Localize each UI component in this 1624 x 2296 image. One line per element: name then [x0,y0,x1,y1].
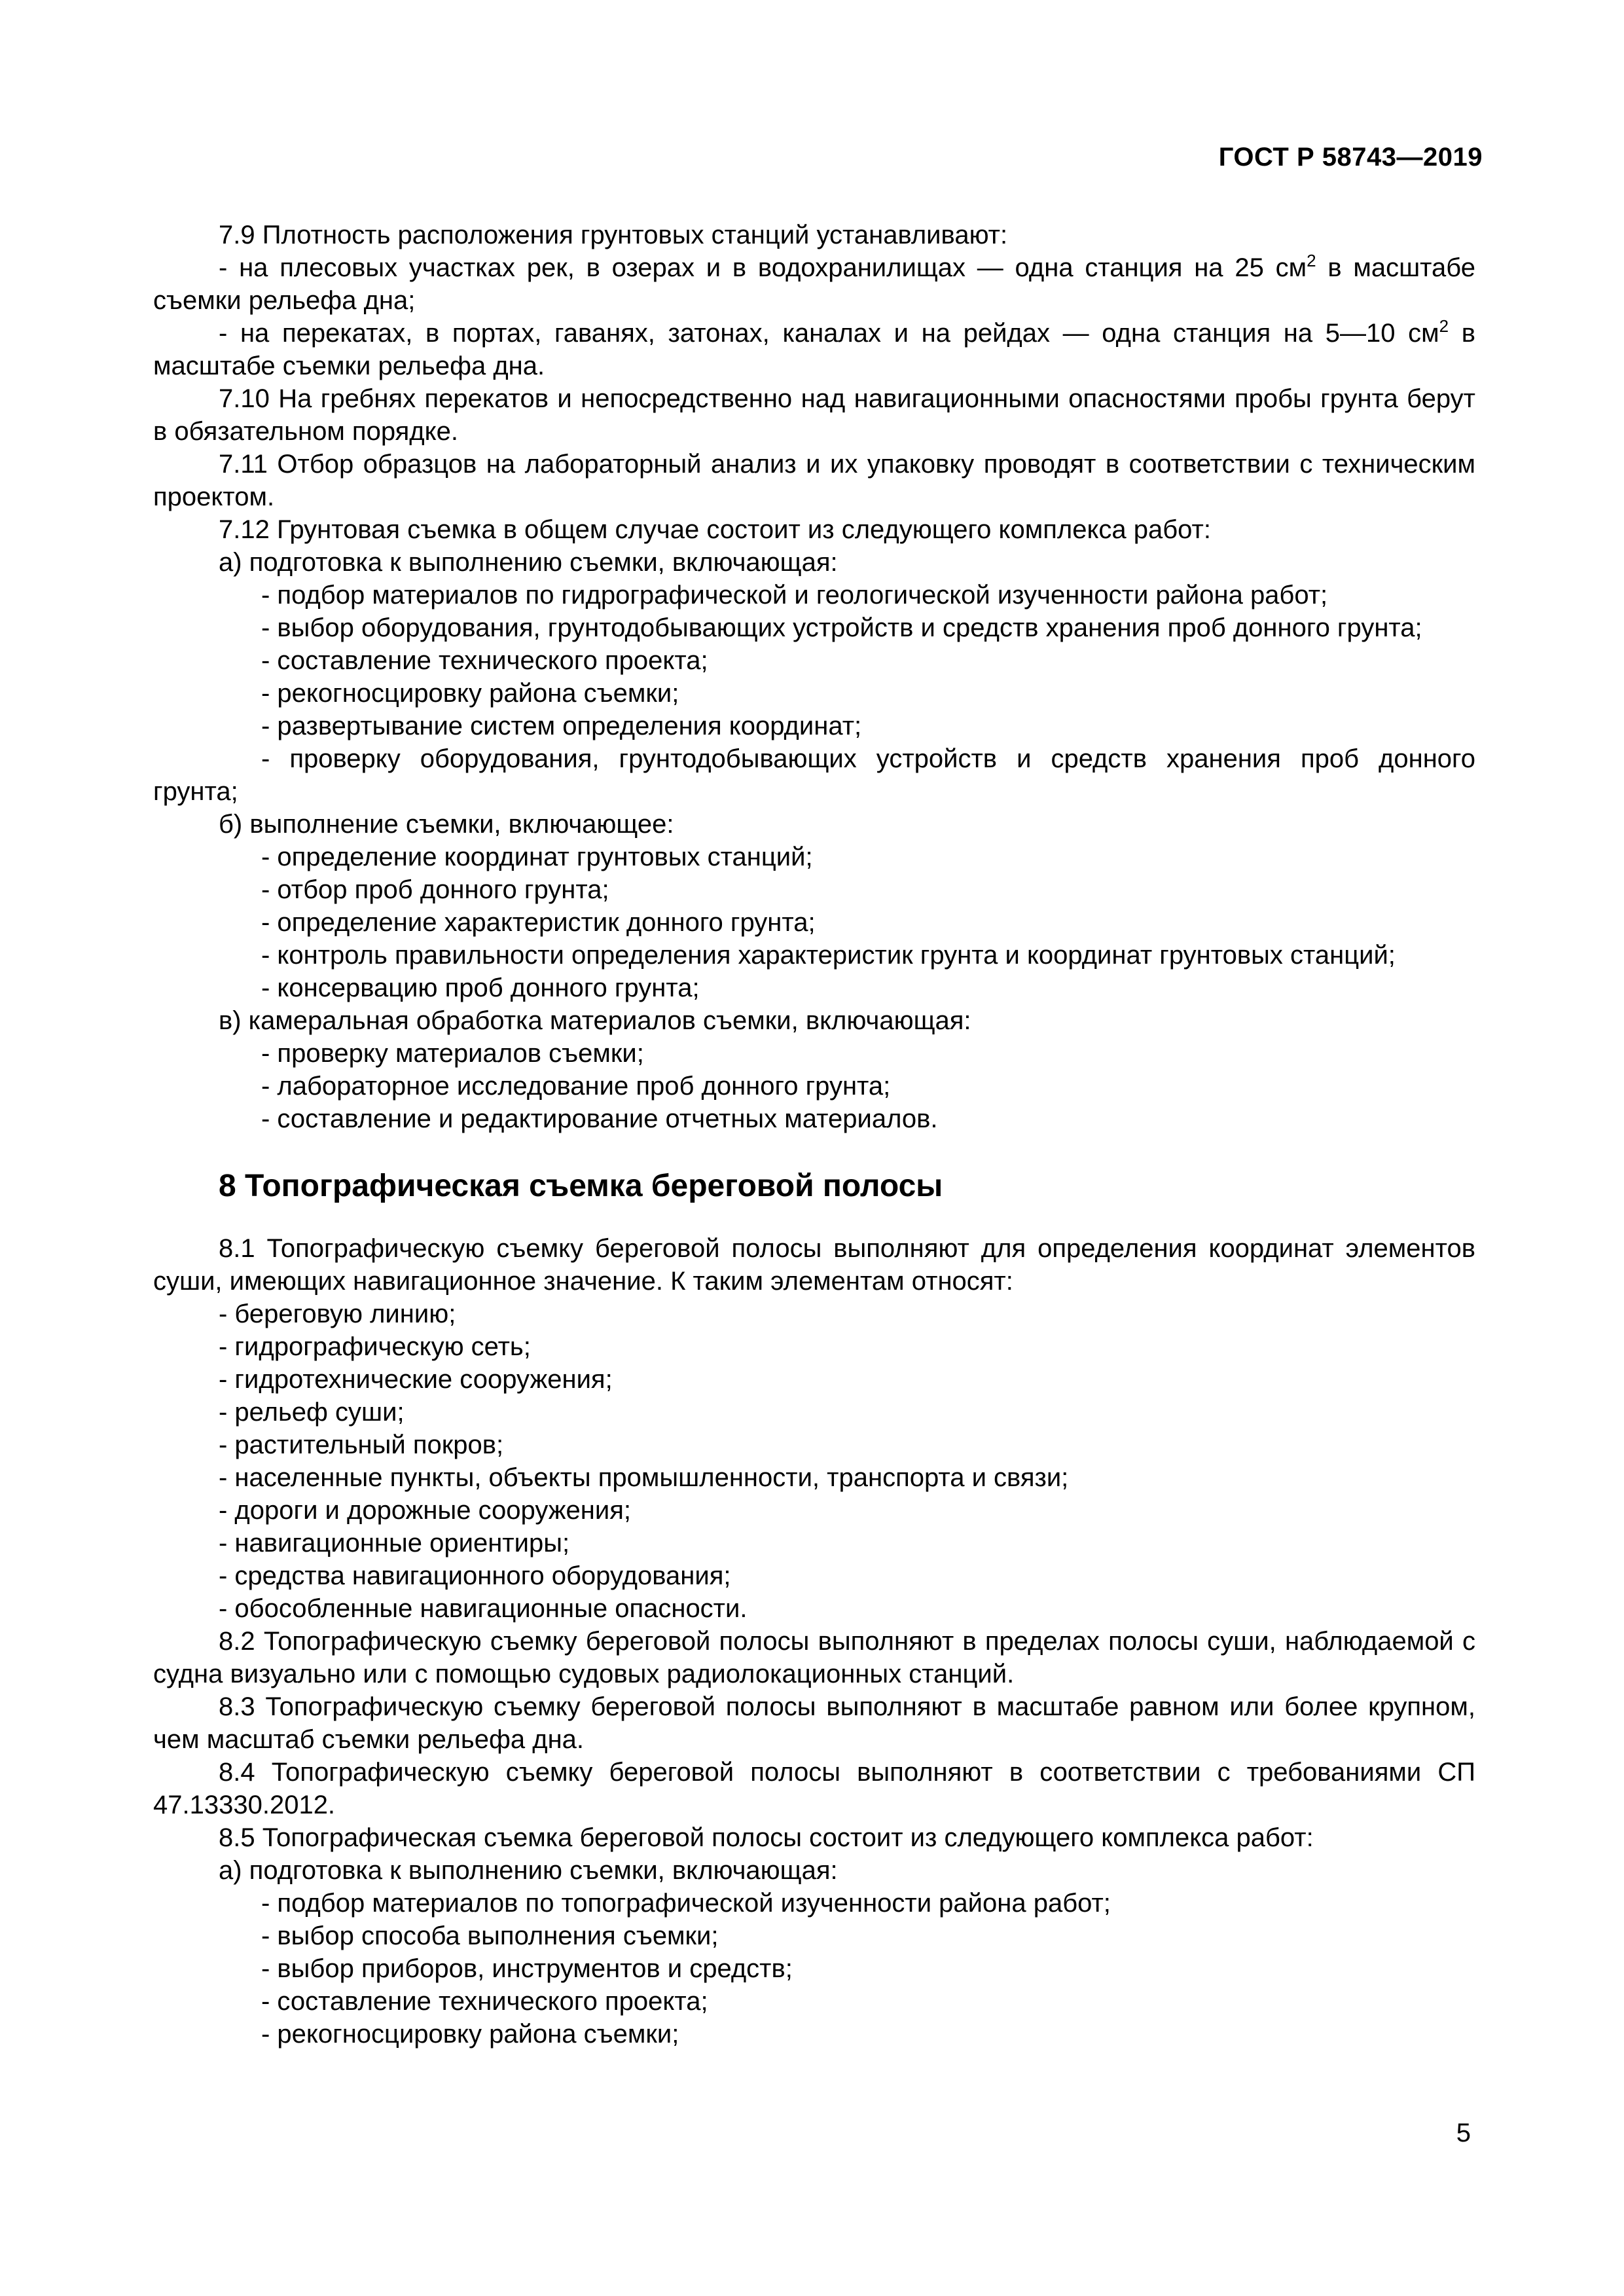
list-item-wrap: грунта; [153,777,238,806]
clause-7-10: 7.10 На гребнях перекатов и непосредственно над навигационными опасностями пробы грунта берут в обязательном порядке. [153,384,1475,446]
list-item: - рекогносцировку района съемки; [261,2020,679,2049]
bullet-text-end: в масштабе съемки рельефа дна. [153,319,1475,380]
list-item: - проверку оборудования, грунтодобывающих устройств и средств хранения проб донного [261,744,1475,773]
list-item: - отбор проб донного грунта; [261,875,609,904]
list-item: - контроль правильности определения характеристик грунта и координат грунтовых станций; [261,941,1396,970]
clause-8-5: 8.5 Топографическая съемка береговой полосы состоит из следующего комплекса работ: [219,1823,1314,1852]
list-label-c: в) камеральная обработка материалов съемки, включающая: [219,1006,971,1035]
list-item: - средства навигационного оборудования; [219,1561,731,1590]
list-item: - подбор материалов по гидрографической и геологической изученности района работ; [261,581,1328,610]
list-item: - консервацию проб донного грунта; [261,974,700,1002]
clause-7-11: 7.11 Отбор образцов на лабораторный анализ и их упаковку проводят в соответствии с техническим проектом. [153,450,1475,511]
list-item: - дороги и дорожные сооружения; [219,1496,631,1525]
list-item: - обособленные навигационные опасности. [219,1594,748,1623]
list-item: - выбор способа выполнения съемки; [261,1922,719,1950]
bullet-text-end: в масштабе съемки рельефа дна; [153,253,1476,315]
clause-7-9-bullet-2 [153,317,1475,382]
clause-7-9-bullet-1 [153,251,1475,317]
clause-7-12: 7.12 Грунтовая съемка в общем случае состоит из следующего комплекса работ: [219,515,1211,544]
clause-8-1: 8.1 Топографическую съемку береговой полосы выполняют для определения координат элементов суши, имеющих навигационное значение. К таким элементам относят: [153,1234,1475,1296]
list-item: - гидрографическую сеть; [219,1332,531,1361]
list-item: - лабораторное исследование проб донного грунта; [261,1072,891,1101]
section-8-heading: 8 Топографическая съемка береговой полосы [219,1169,943,1203]
list-item: - составление технического проекта; [261,646,708,675]
list-item: - рельеф суши; [219,1398,405,1427]
list-item: - выбор оборудования, грунтодобывающих устройств и средств хранения проб донного грунта; [261,613,1422,642]
list-item: - определение характеристик донного грунта; [261,908,816,937]
clause-7-9: 7.9 Плотность расположения грунтовых станций устанавливают: [219,221,1008,249]
superscript: 2 [1307,251,1316,270]
list-item: - рекогносцировку района съемки; [261,679,679,708]
list-item: - гидротехнические сооружения; [219,1365,613,1394]
bullet-text: - на перекатах, в портах, гаванях, затонах, каналах и на рейдах — одна станция на 5—10 см [219,319,1439,348]
list-item: - составление и редактирование отчетных материалов. [261,1104,938,1133]
clause-8-4: 8.4 Топографическую съемку береговой полосы выполняют в соответствии с требованиями СП 47.13330.2012. [153,1758,1475,1819]
list-item: - населенные пункты, объекты промышленности, транспорта и связи; [219,1463,1069,1492]
list-label-a: а) подготовка к выполнению съемки, включающая: [219,1856,838,1885]
list-item: - проверку материалов съемки; [261,1039,644,1068]
list-item: - определение координат грунтовых станций; [261,843,813,871]
list-label-a: а) подготовка к выполнению съемки, включающая: [219,548,838,577]
list-label-b: б) выполнение съемки, включающее: [219,810,674,839]
list-item: - составление технического проекта; [261,1987,708,2016]
list-item: - береговую линию; [219,1300,456,1328]
list-item: - растительный покров; [219,1430,504,1459]
list-item: - развертывание систем определения координат; [261,712,862,740]
list-item: - навигационные ориентиры; [219,1529,570,1558]
list-item: - выбор приборов, инструментов и средств; [261,1954,793,1983]
superscript: 2 [1439,316,1449,336]
document-body [153,219,1475,2050]
clause-8-2: 8.2 Топографическую съемку береговой полосы выполняют в пределах полосы суши, наблюдаемой с судна визуально или с помощью судовых радиолокационных станций. [153,1627,1475,1688]
document-id-header: ГОСТ Р 58743—2019 [1218,143,1483,172]
page-number: 5 [1456,2119,1471,2147]
list-item: - подбор материалов по топографической изученности района работ; [261,1889,1111,1918]
bullet-text: - на плесовых участках рек, в озерах и в водохранилищах — одна станция на 25 см [219,253,1307,282]
clause-8-3: 8.3 Топографическую съемку береговой полосы выполняют в масштабе равном или более крупном, чем масштаб съемки рельефа дна. [153,1692,1475,1754]
